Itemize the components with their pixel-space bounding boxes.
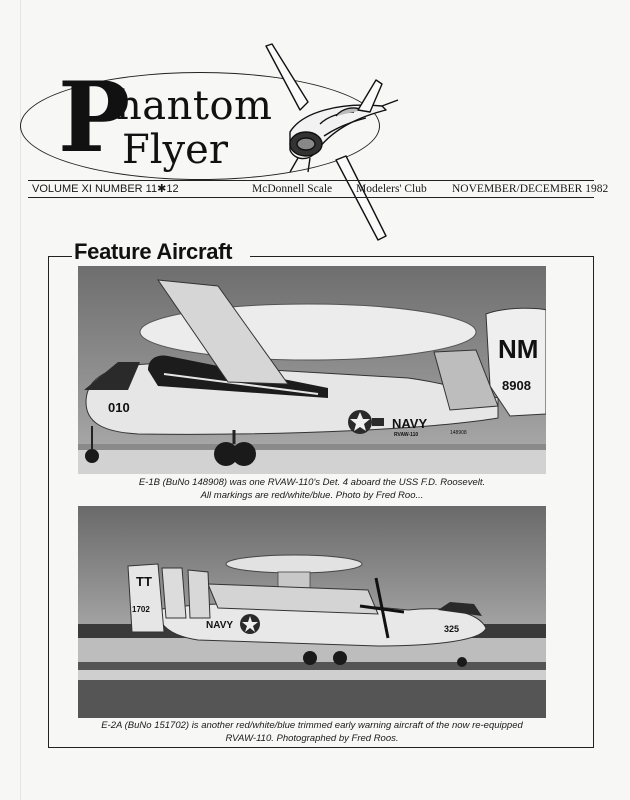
caption-e1b bbox=[78, 476, 546, 502]
title-line-1: hantom bbox=[116, 83, 273, 129]
nose-number-2: 325 bbox=[444, 624, 460, 634]
publisher-name-part1: McDonnell Scale bbox=[252, 183, 333, 195]
volume-number: VOLUME XI NUMBER 11✱12 bbox=[32, 183, 179, 195]
tail-number-2: 1702 bbox=[132, 605, 150, 614]
caption-e2a bbox=[78, 719, 546, 745]
title-initial: P bbox=[58, 61, 131, 174]
caption-e1b-line2: All markings are red/white/blue. Photo by Fred Roo... bbox=[200, 490, 424, 501]
caption-e2a-line1: E-2A (BuNo 151702) is another red/white/blue trimmed early warning aircraft of the now re-equipped bbox=[101, 720, 523, 731]
navy-lettering-2: NAVY bbox=[206, 620, 234, 631]
issue-date: NOVEMBER/DECEMBER 1982 bbox=[452, 183, 609, 195]
tail-number-1: 8908 bbox=[502, 378, 531, 393]
caption-e2a-line2: RVAW-110. Photographed by Fred Roos. bbox=[225, 733, 399, 744]
title-line-2: Flyer bbox=[122, 127, 228, 173]
photo-e1b-tracer bbox=[78, 266, 546, 474]
squadron-lettering: RVAW-110 bbox=[394, 432, 419, 438]
feature-heading: Feature Aircraft bbox=[74, 239, 233, 264]
publisher-name-part2: Modelers' Club bbox=[356, 183, 427, 195]
feature-rule-right bbox=[250, 256, 594, 257]
buno-lettering: 148908 bbox=[450, 430, 467, 436]
phantom-jet-icon bbox=[250, 40, 400, 245]
caption-e1b-line1: E-1B (BuNo 148908) was one RVAW-110's Det. 4 aboard the USS F.D. Roosevelt. bbox=[138, 477, 486, 488]
tail-code-1: NM bbox=[498, 334, 539, 364]
feature-rule-left bbox=[48, 256, 72, 257]
tail-code-2: TT bbox=[136, 574, 152, 589]
navy-lettering-1: NAVY bbox=[392, 416, 428, 431]
nose-number-1: 010 bbox=[108, 400, 130, 415]
photo-e2a-hawkeye bbox=[78, 506, 546, 718]
